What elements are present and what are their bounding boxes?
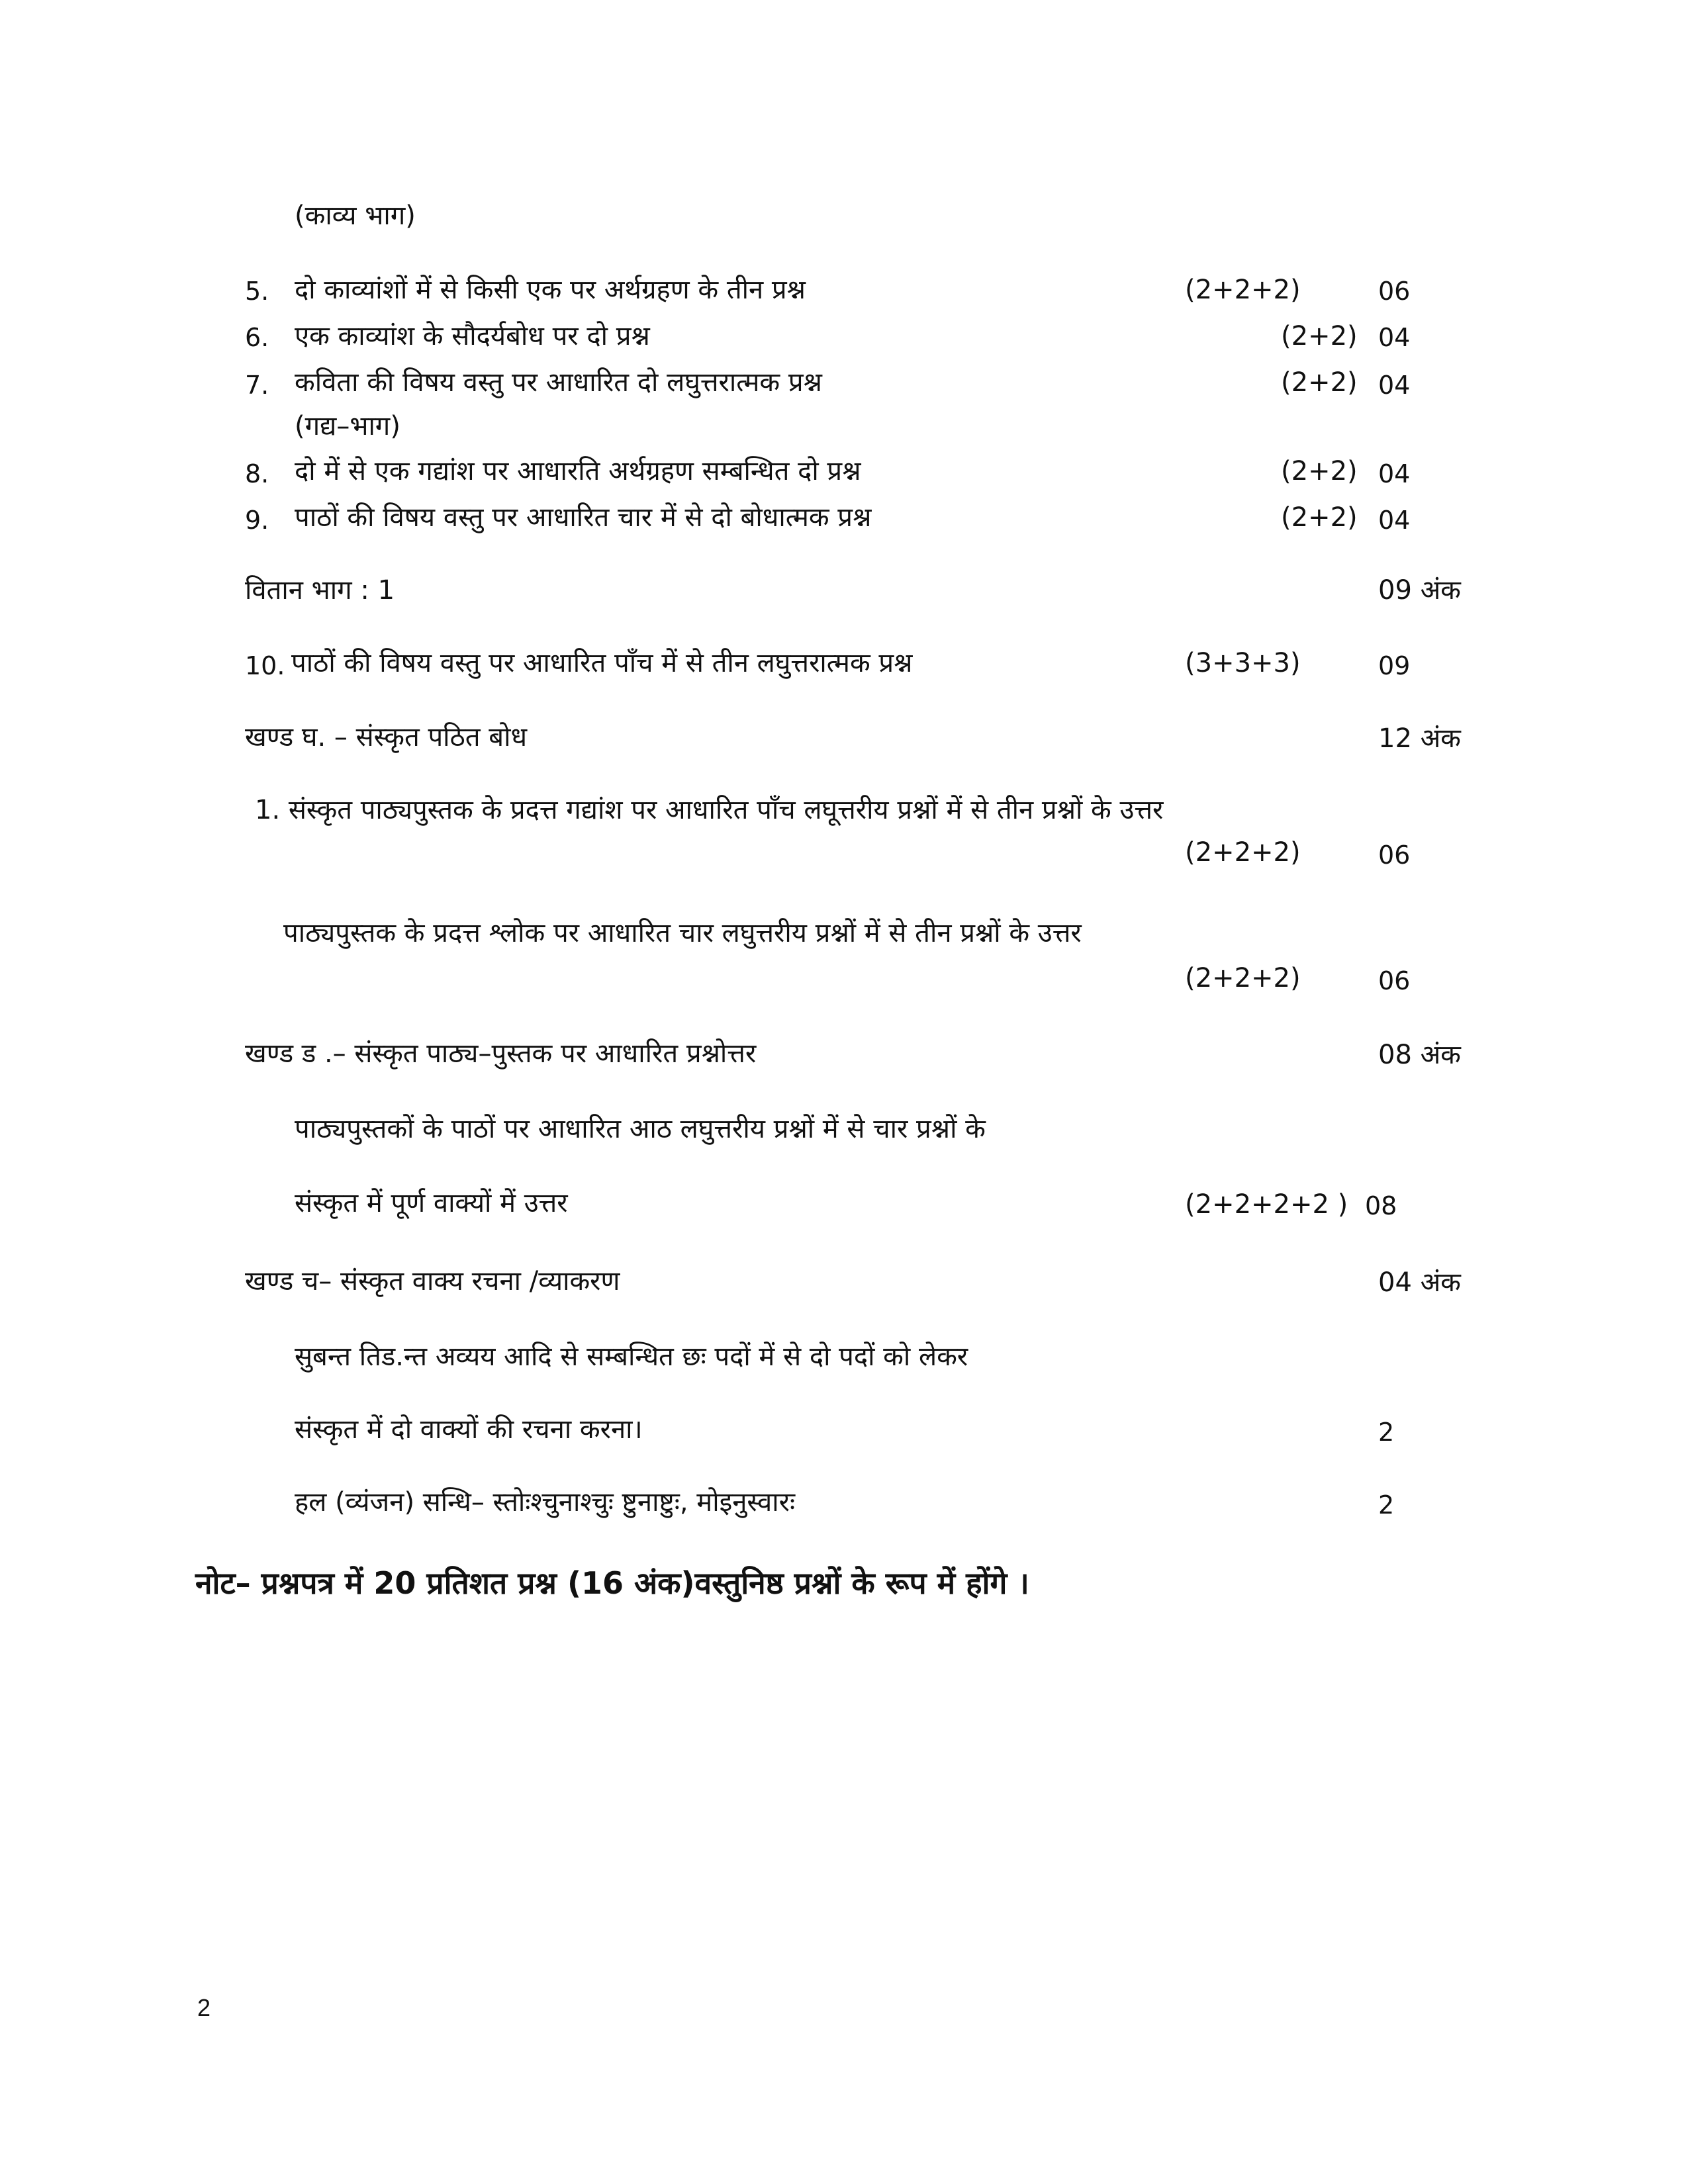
item-marks: (2+2) (1281, 367, 1358, 398)
kavya-section-heading: (काव्य भाग) (295, 201, 416, 231)
item-number: 5. (245, 277, 269, 306)
da-marks: (2+2+2+2 ) (1185, 1189, 1348, 1220)
item-score: 04 (1378, 506, 1411, 535)
khand-gha-marks: 12 अंक (1378, 723, 1461, 754)
item-number: 6. (245, 323, 269, 352)
item-number: 9. (245, 506, 269, 535)
item-number: 10. (245, 651, 285, 680)
item-score: 04 (1378, 459, 1411, 488)
gha-item-1-text: 1. संस्कृत पाठ्यपुस्तक के प्रदत्त गद्यांश पर आधारित पाँच लघूत्तरीय प्रश्नों में से तीन प्रश्नों के उत्तर (255, 795, 1164, 825)
cha-line-2: संस्कृत में दो वाक्यों की रचना करना। (295, 1414, 643, 1445)
da-line-2: संस्कृत में पूर्ण वाक्यों में उत्तर (295, 1188, 568, 1218)
item-number: 7. (245, 371, 269, 400)
gha-item-2-marks: (2+2+2) (1185, 963, 1301, 993)
item-number: 8. (245, 459, 269, 488)
item-marks: (2+2) (1281, 502, 1358, 533)
gadya-section-heading: (गद्य–भाग) (295, 411, 400, 441)
gha-item-2-text: पाठ्यपुस्तक के प्रदत्त श्लोक पर आधारित चार लघुत्तरीय प्रश्नों में से तीन प्रश्नों के उत्तर (283, 918, 1082, 948)
da-score: 08 (1365, 1191, 1397, 1220)
vitan-section-marks: 09 अंक (1378, 575, 1461, 606)
item-text: पाठों की विषय वस्तु पर आधारित पाँच में से तीन लघुत्तरात्मक प्रश्न (291, 648, 913, 678)
item-marks: (2+2) (1281, 456, 1358, 486)
khand-cha-marks: 04 अंक (1378, 1267, 1461, 1298)
khand-da-marks: 08 अंक (1378, 1040, 1461, 1070)
item-score: 06 (1378, 277, 1411, 306)
item-marks: (2+2+2) (1185, 275, 1301, 305)
vitan-section-heading: वितान भाग : 1 (245, 575, 395, 606)
item-text: पाठों की विषय वस्तु पर आधारित चार में से दो बोधात्मक प्रश्न (295, 502, 872, 533)
khand-da-heading: खण्ड ड .– संस्कृत पाठ्य–पुस्तक पर आधारित प्रश्नोत्तर (245, 1038, 757, 1069)
cha-line-3-score: 2 (1378, 1490, 1395, 1520)
item-text: दो काव्यांशों में से किसी एक पर अर्थग्रहण के तीन प्रश्न (295, 275, 806, 305)
page-number: 2 (197, 1994, 211, 2021)
item-score: 09 (1378, 651, 1411, 680)
item-text: एक काव्यांश के सौदर्यबोध पर दो प्रश्न (295, 321, 650, 351)
item-text: कविता की विषय वस्तु पर आधारित दो लघुत्तरात्मक प्रश्न (295, 367, 822, 398)
item-text: दो में से एक गद्यांश पर आधारति अर्थग्रहण सम्बन्धित दो प्रश्न (295, 456, 861, 486)
gha-item-1-score: 06 (1378, 841, 1411, 870)
note-text: नोट– प्रश्नपत्र में 20 प्रतिशत प्रश्न (16 अंक)वस्तुनिष्ठ प्रश्नों के रूप में होंगे । (195, 1565, 1029, 1601)
item-score: 04 (1378, 323, 1411, 352)
gha-item-2-score: 06 (1378, 966, 1411, 995)
gha-item-1-marks: (2+2+2) (1185, 837, 1301, 868)
khand-gha-heading: खण्ड घ. – संस्कृत पठित बोध (245, 722, 528, 752)
item-marks: (3+3+3) (1185, 648, 1301, 678)
cha-line-2-score: 2 (1378, 1418, 1395, 1447)
item-score: 04 (1378, 371, 1411, 400)
khand-cha-heading: खण्ड च– संस्कृत वाक्य रचना /व्याकरण (245, 1266, 620, 1297)
cha-line-3: हल (व्यंजन) सन्धि– स्तोःश्चुनाश्चुः ष्टुनाष्टुः, मोइनुस्वारः (295, 1487, 796, 1518)
da-line-1: पाठ्यपुस्तकों के पाठों पर आधारित आठ लघुत्तरीय प्रश्नों में से चार प्रश्नों के (295, 1114, 986, 1144)
cha-line-1: सुबन्त तिड.न्त अव्यय आदि से सम्बन्धित छः पदों में से दो पदों को लेकर (295, 1342, 968, 1372)
item-marks: (2+2) (1281, 321, 1358, 351)
